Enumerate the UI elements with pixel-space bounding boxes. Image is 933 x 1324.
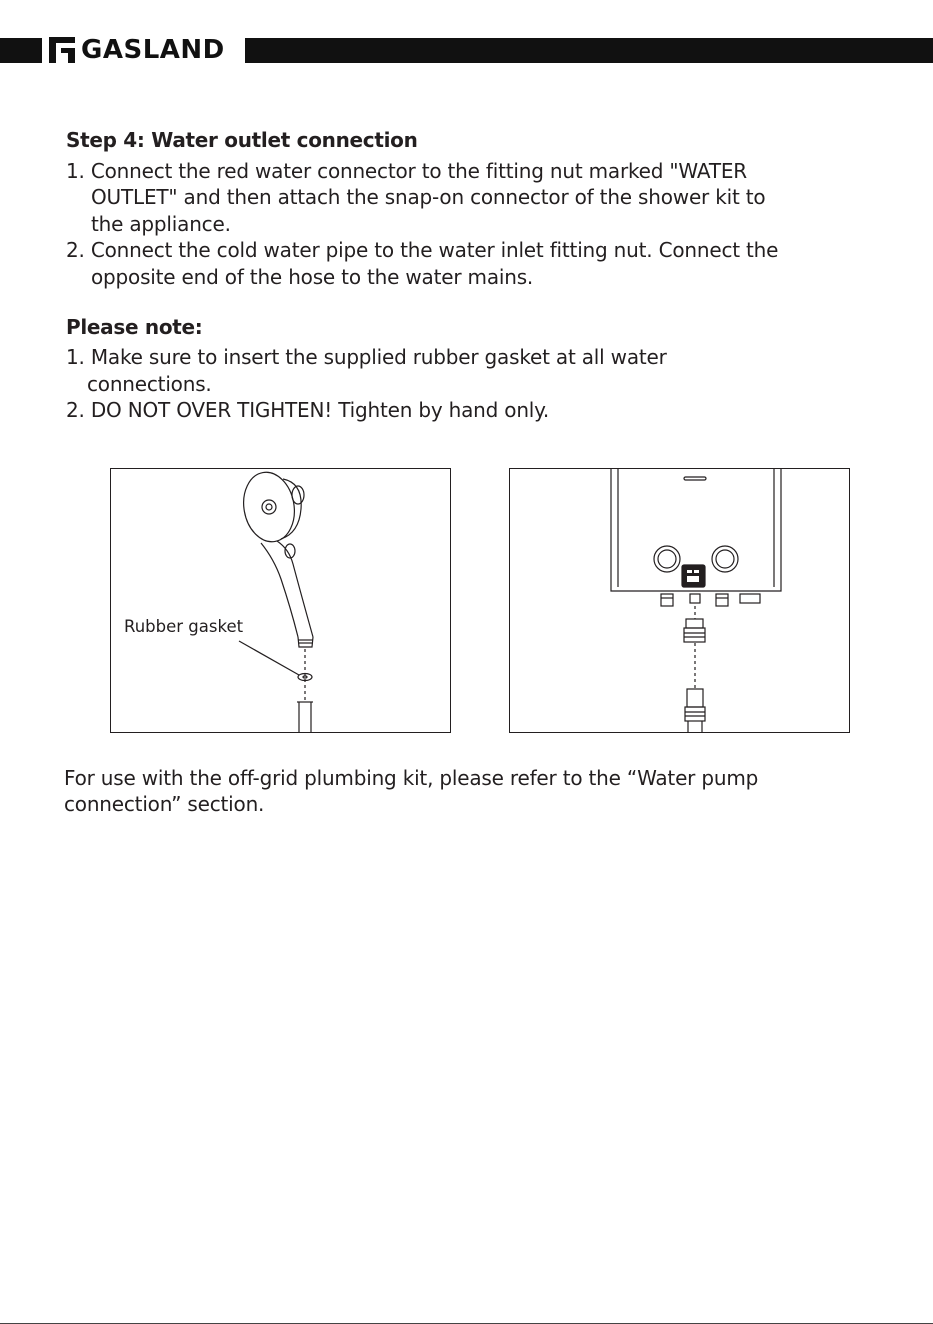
brand-name: GASLAND xyxy=(81,35,225,65)
header-bar-right xyxy=(245,38,933,63)
header-bar-left xyxy=(0,38,42,63)
gasland-logo-icon xyxy=(49,37,75,63)
step4-title: Step 4: Water outlet connection xyxy=(66,128,418,152)
note-line: 1. Make sure to insert the supplied rubber gasket at all water xyxy=(66,345,667,369)
kit-reference-line: connection” section. xyxy=(64,792,265,816)
note-line: 2. DO NOT OVER TIGHTEN! Tighten by hand only. xyxy=(66,398,550,422)
kit-reference-line: For use with the off-grid plumbing kit, please refer to the “Water pump xyxy=(64,766,759,790)
step4-line: the appliance. xyxy=(91,212,231,236)
water-heater-illustration xyxy=(510,469,849,732)
shower-head-figure xyxy=(110,468,451,733)
note-title: Please note: xyxy=(66,315,203,339)
water-heater-figure xyxy=(509,468,850,733)
step4-line: OUTLET" and then attach the snap-on connector of the shower kit to xyxy=(91,185,766,209)
rubber-gasket-label: Rubber gasket xyxy=(124,617,244,636)
shower-head-illustration xyxy=(111,469,450,732)
step4-line: opposite end of the hose to the water mains. xyxy=(91,265,534,289)
step4-line: 1. Connect the red water connector to the fitting nut marked "WATER xyxy=(66,159,747,183)
step4-line: 2. Connect the cold water pipe to the water inlet fitting nut. Connect the xyxy=(66,238,779,262)
note-line: connections. xyxy=(87,372,212,396)
gasland-logo xyxy=(49,36,225,64)
